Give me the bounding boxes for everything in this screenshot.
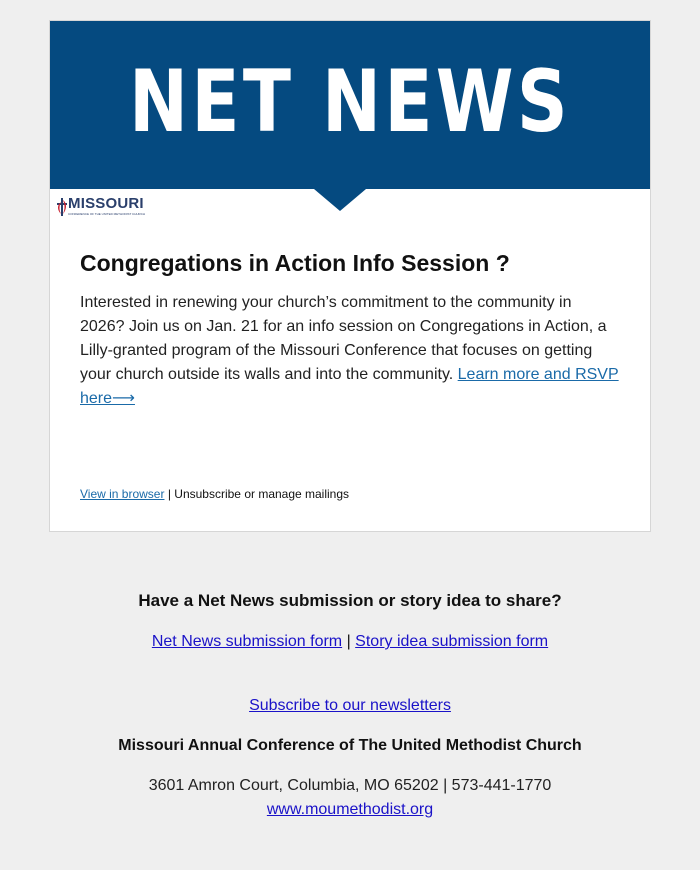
subscribe-link[interactable]: Subscribe to our newsletters bbox=[249, 697, 451, 714]
article-body bbox=[80, 291, 620, 411]
article-headline: Congregations in Action Info Session ? bbox=[80, 250, 510, 276]
subscribe-row bbox=[0, 697, 700, 715]
website-row bbox=[0, 801, 700, 819]
submission-forms bbox=[0, 633, 700, 651]
learn-more-link[interactable]: Learn more and RSVP here⟶ bbox=[80, 366, 619, 407]
mailing-separator: | bbox=[164, 487, 175, 501]
net-news-form-link[interactable]: Net News submission form bbox=[151, 633, 343, 650]
cross-and-flame-icon bbox=[56, 196, 68, 218]
missouri-logo bbox=[56, 195, 156, 219]
logo-subtitle: CONFERENCE OF THE UNITED METHODIST CHURCH bbox=[68, 212, 146, 216]
mailing-links bbox=[80, 487, 349, 501]
banner-title: NET NEWS bbox=[129, 52, 571, 152]
submission-prompt: Have a Net News submission or story idea to share? bbox=[138, 591, 562, 610]
organization-address: 3601 Amron Court, Columbia, MO 65202 | 573-441-1770 bbox=[148, 777, 552, 794]
unsubscribe-link[interactable]: Unsubscribe or manage mailings bbox=[174, 487, 350, 501]
banner bbox=[50, 21, 650, 189]
organization-name: Missouri Annual Conference of The United Methodist Church bbox=[118, 737, 582, 754]
forms-separator: | bbox=[342, 633, 356, 650]
logo-text: MISSOURI bbox=[68, 195, 144, 212]
newsletter-card bbox=[49, 20, 651, 532]
article-body-text: Interested in renewing your church’s commitment to the community in 2026? Join us on Jan. 21 for an info session on Congregations in Action, a Lilly-granted program of the Missouri Conference that focuses on getting your church outside its walls and into the community. bbox=[80, 294, 607, 383]
story-idea-form-link[interactable]: Story idea submission form bbox=[355, 633, 549, 650]
website-link[interactable]: www.moumethodist.org bbox=[266, 801, 434, 818]
view-in-browser-link[interactable]: View in browser bbox=[80, 487, 165, 501]
banner-notch bbox=[314, 189, 366, 211]
